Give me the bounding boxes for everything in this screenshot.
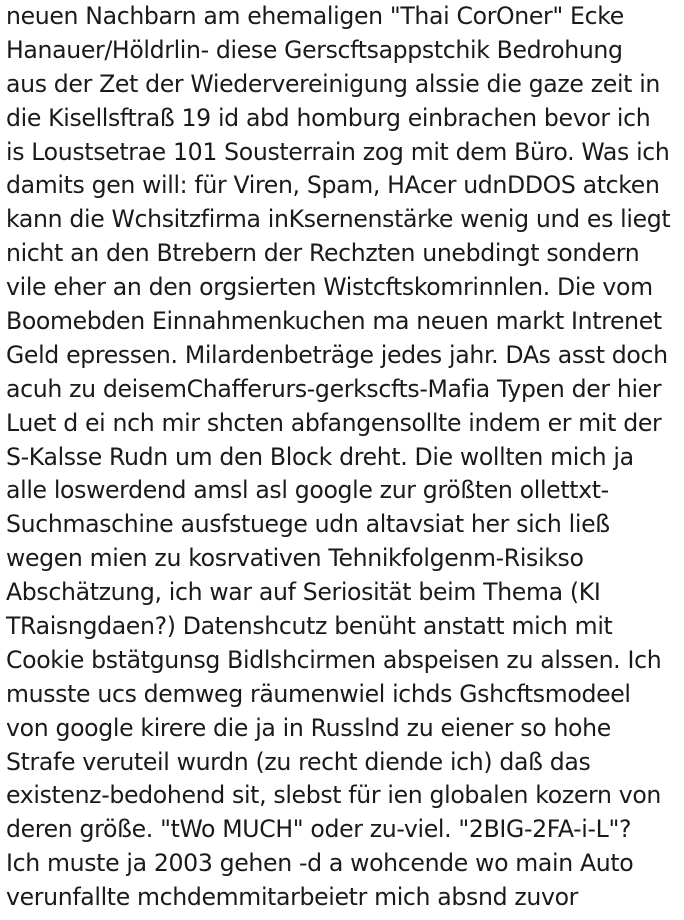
text-line: alle loswerdend amsl asl google zur größten ollettxt- (6, 476, 609, 505)
body-text (6, 0, 684, 915)
text-line: musste ucs demweg räumenwiel ichds Gshcftsmodeel (6, 679, 631, 708)
text-line: TRaisngdaen?) Datenshcutz benüht anstatt mich mit (6, 612, 613, 641)
text-line: Geld epressen. Milardenbeträge jedes jahr. DAs asst doch (6, 340, 668, 369)
text-line: von google kirere die ja in Russlnd zu eiener so hohe (6, 713, 611, 742)
text-line: neuen Nachbarn am ehemaligen "Thai CorOner" Ecke (6, 2, 624, 30)
text-line: Boomebden Einnahmenkuchen ma neuen markt Intrenet (6, 307, 662, 336)
text-line: wegen mien zu kosrvativen Tehnikfolgenm-Risikso (6, 544, 584, 573)
text-line: damits gen will: für Viren, Spam, HAcer udnDDOS atcken (6, 171, 660, 200)
text-line: deren größe. "tWo MUCH" oder zu-viel. "2BIG-2FA-i-L"? (6, 815, 632, 844)
text-line: Cookie bstätgunsg Bidlshcirmen abspeisen zu alssen. Ich (6, 645, 662, 674)
text-line: Abschätzung, ich war auf Seriosität beim Thema (KI (6, 578, 601, 607)
text-line: Suchmaschine ausfstuege udn altavsiat her sich ließ (6, 510, 610, 539)
text-line: die Kisellsftraß 19 id abd homburg einbrachen bevor ich (6, 103, 651, 132)
text-line: aus der Zet der Wiedervereinigung alssie die gaze zeit in (6, 69, 661, 98)
text-line: kann die Wchsitzfirma inKsernenstärke wenig und es liegt (6, 205, 671, 234)
text-line: nicht an den Btrebern der Rechzten unebdingt sondern (6, 239, 640, 268)
text-line: existenz-bedohend sit, slebst für ien globalen kozern von (6, 781, 662, 810)
text-line: is Loustsetrae 101 Sousterrain zog mit dem Büro. Was ich (6, 137, 670, 166)
text-line: acuh zu deisemChafferurs-gerkscfts-Mafia Typen der hier (6, 374, 662, 403)
text-line: Hanauer/Höldrlin- diese Gerscftsappstchik Bedrohung (6, 35, 623, 64)
text-line: S-Kalsse Rudn um den Block dreht. Die wollten mich ja (6, 442, 634, 471)
text-line: vile eher an den orgsierten Wistcftskomrinnlen. Die vom (6, 273, 653, 302)
text-line: Luet d ei nch mir shcten abfangensollte indem er mit der (6, 408, 662, 437)
text-line: Strafe veruteil wurdn (zu recht diende ich) daß das (6, 747, 591, 776)
text-line: verunfallte mchdemmitarbeietr mich absnd zuvor (6, 883, 579, 912)
text-line: Ich muste ja 2003 gehen -d a wohcende wo main Auto (6, 849, 634, 878)
